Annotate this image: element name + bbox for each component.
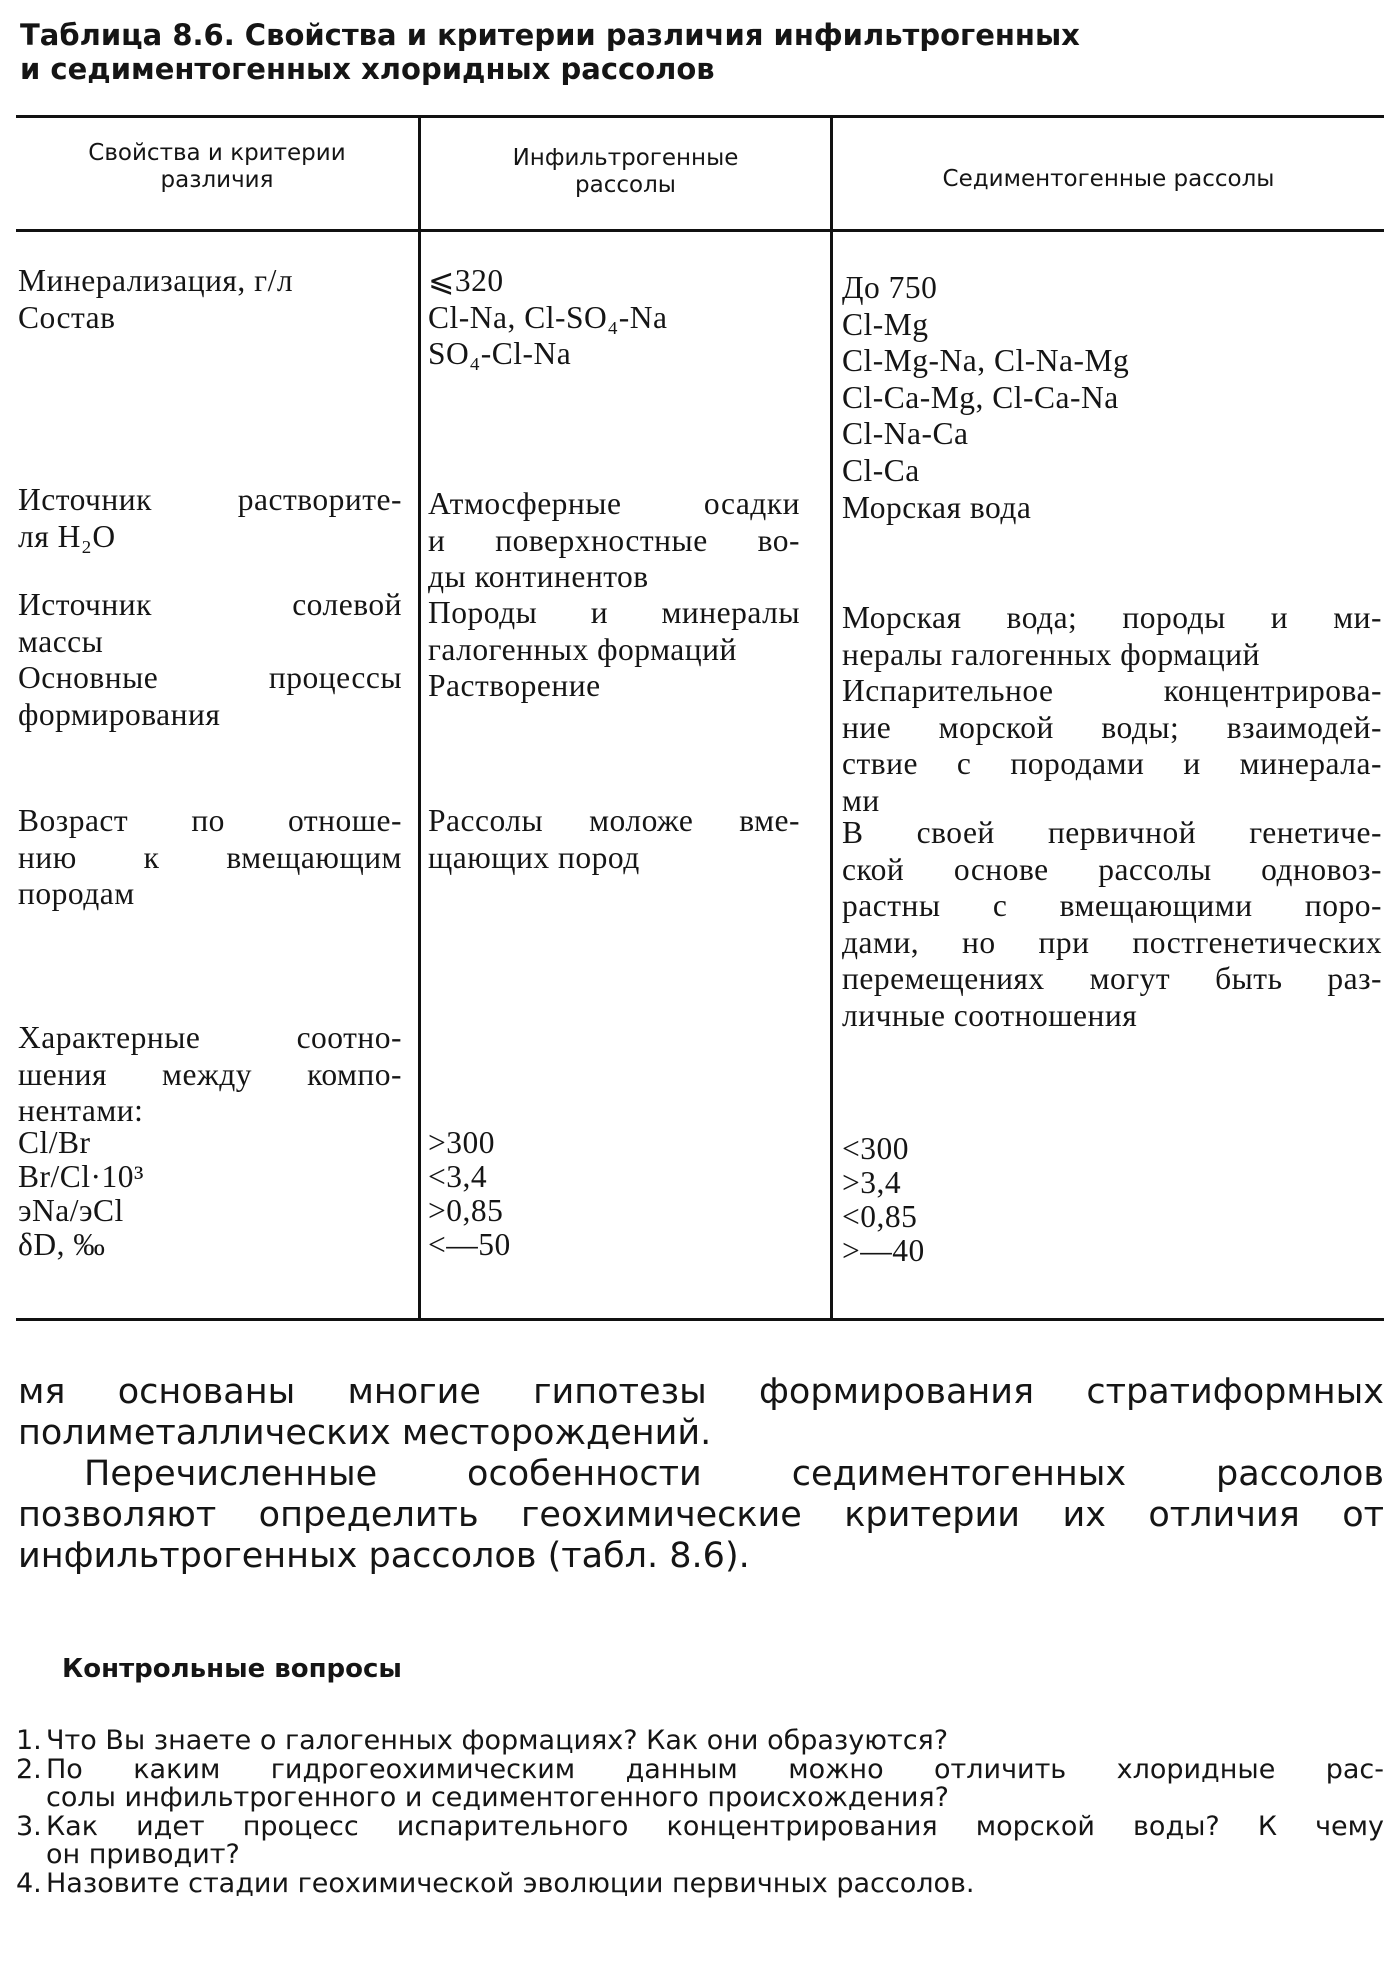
cell-line: Основные процессы: [18, 660, 402, 695]
table-cell: [18, 1020, 402, 1130]
cell-line: Породы и минералы: [428, 595, 800, 630]
table-header-infiltrogenic: [421, 145, 830, 199]
cell-line: галогенных формаций: [428, 631, 737, 667]
body-line: инфильтрогенных рассолов (табл. 8.6).: [18, 1536, 750, 1576]
cell-line: Атмосферные осадки: [428, 486, 800, 521]
cell-line: растны с вмещающими поро-: [842, 888, 1382, 923]
questions-heading: Контрольные вопросы: [62, 1654, 402, 1684]
question-item: [16, 1810, 1384, 1870]
cell-line: и поверхностные во-: [428, 522, 800, 558]
table-column-infiltrogenic: [428, 263, 800, 373]
cell-line: Морская вода: [842, 490, 1032, 525]
table-cell: [18, 587, 402, 733]
header-line: Свойства и критерии: [88, 140, 346, 166]
question-line: По каким гидрогеохимическим данным можно отличить хлоридные рас-: [46, 1753, 1384, 1785]
cell-line: В своей первичной генетиче-: [842, 815, 1382, 850]
cell-line: Испарительное концентрирова-: [842, 673, 1382, 708]
cell-line: <300: [842, 1131, 910, 1166]
table-header-properties: [16, 140, 418, 194]
table-cell: [842, 815, 1382, 1034]
cell-line: δD, ‰: [18, 1227, 106, 1262]
question-number: 2.: [16, 1753, 42, 1785]
cell-line: Минерализация, г/л: [18, 263, 294, 298]
question-number: 1.: [16, 1725, 42, 1756]
table-caption-line: и седиментогенных хлоридных рассолов: [20, 52, 715, 86]
question-line: он приводит?: [46, 1839, 240, 1870]
cell-line: Источник солевой: [18, 587, 402, 622]
table-bottom-rule: [16, 1318, 1384, 1321]
question-line: Что Вы знаете о галогенных формациях? Как они образуются?: [46, 1725, 949, 1756]
cell-line: ствие с породами и минерала-: [842, 746, 1382, 781]
cell-line: нию к вмещающим: [18, 839, 402, 875]
table-column-properties: [18, 263, 402, 336]
header-line: Инфильтрогенные: [512, 145, 739, 171]
table-cell: [18, 803, 402, 913]
body-line: Перечисленные особенности седиментогенных рассолов: [84, 1454, 1384, 1494]
table-caption: [20, 18, 1380, 86]
table-caption-line: Таблица 8.6. Свойства и критерии различия инфильтрогенных: [20, 18, 1080, 52]
table-cell: [428, 803, 800, 876]
cell-line: Характерные соотно-: [18, 1020, 402, 1055]
table-header-sedimentogenic: [833, 166, 1384, 193]
cell-line: Рассолы моложе вме-: [428, 803, 800, 838]
cell-line: Морская вода; породы и ми-: [842, 600, 1382, 635]
table-cell: [842, 600, 1382, 819]
cell-line: Cl/Br: [18, 1125, 91, 1160]
cell-line: ля H₂O: [18, 518, 116, 554]
body-line: полиметаллических месторождений.: [18, 1413, 712, 1453]
cell-line: личные соотношения: [842, 997, 1138, 1033]
cell-line: ми: [842, 782, 880, 818]
table-header-rule: [16, 229, 1384, 232]
cell-line: ⩽320: [428, 263, 504, 298]
header-line: рассолы: [575, 172, 676, 198]
table-column-divider: [418, 115, 421, 1318]
cell-line: Br/Cl·10³: [18, 1159, 144, 1194]
cell-line: SO₄-Cl-Na: [428, 336, 572, 371]
cell-line: дами, но при постгенетических: [842, 924, 1382, 960]
cell-line: ской основе рассолы одновоз-: [842, 851, 1382, 887]
cell-line: перемещениях могут быть раз-: [842, 961, 1382, 996]
table-cell: [842, 490, 1382, 527]
question-line: Назовите стадии геохимической эволюции первичных рассолов.: [46, 1867, 975, 1899]
cell-line: щающих пород: [428, 839, 640, 875]
cell-line: До 750: [842, 270, 938, 305]
questions-list: [16, 1727, 1384, 1898]
table-cell: [428, 595, 800, 705]
cell-line: Cl-Na, Cl-SO₄-Na: [428, 299, 668, 335]
cell-line: шения между компо-: [18, 1056, 402, 1092]
question-item: [16, 1753, 1384, 1813]
cell-line: Растворение: [428, 668, 601, 703]
cell-line: массы: [18, 623, 104, 659]
cell-line: эNa/эCl: [18, 1193, 124, 1228]
body-line: позволяют определить геохимические критерии их отличия от: [18, 1495, 1384, 1535]
cell-line: ние морской воды; взаимодей-: [842, 709, 1382, 745]
cell-line: Источник растворите-: [18, 482, 402, 517]
table-top-rule: [16, 115, 1384, 118]
cell-line: породам: [18, 876, 135, 911]
table-column-sedimentogenic: [842, 270, 1382, 489]
question-line: Как идет процесс испарительного концентрирования морской воды? К чему: [46, 1810, 1384, 1842]
question-number: 3.: [16, 1810, 42, 1842]
cell-line: Cl-Na-Ca: [842, 416, 969, 451]
cell-line: нералы галогенных формаций: [842, 636, 1260, 672]
header-line: Седиментогенные рассолы: [942, 166, 1275, 192]
cell-line: <3,4: [428, 1159, 488, 1194]
cell-line: формирования: [18, 696, 221, 732]
cell-line: Cl-Mg-Na, Cl-Na-Mg: [842, 343, 1130, 378]
body-paragraph: [18, 1372, 1384, 1577]
cell-line: Cl-Ca: [842, 452, 920, 488]
table-cell-ratios: [842, 1132, 1382, 1268]
cell-line: <—50: [428, 1227, 511, 1262]
question-item: [16, 1867, 1384, 1899]
table-cell: [428, 486, 800, 596]
cell-line: >0,85: [428, 1193, 504, 1228]
header-line: различия: [160, 167, 274, 193]
question-number: 4.: [16, 1867, 42, 1899]
body-line: мя основаны многие гипотезы формирования стратиформных: [18, 1372, 1384, 1412]
question-line: солы инфильтрогенного и седиментогенного происхождения?: [46, 1782, 949, 1813]
cell-line: Состав: [18, 299, 116, 335]
cell-line: Cl-Ca-Mg, Cl-Ca-Na: [842, 379, 1119, 415]
cell-line: <0,85: [842, 1199, 918, 1234]
cell-line: >3,4: [842, 1165, 902, 1200]
cell-line: нентами:: [18, 1093, 144, 1128]
question-item: [16, 1727, 1384, 1756]
table-cell-ratios: [428, 1126, 800, 1262]
cell-line: Возраст по отноше-: [18, 803, 402, 838]
cell-line: >—40: [842, 1233, 925, 1268]
table-cell-ratios: [18, 1126, 402, 1262]
cell-line: >300: [428, 1125, 496, 1160]
table-cell: [18, 482, 402, 555]
table-column-divider: [830, 115, 833, 1318]
cell-line: ды континентов: [428, 559, 649, 594]
cell-line: Cl-Mg: [842, 306, 929, 342]
